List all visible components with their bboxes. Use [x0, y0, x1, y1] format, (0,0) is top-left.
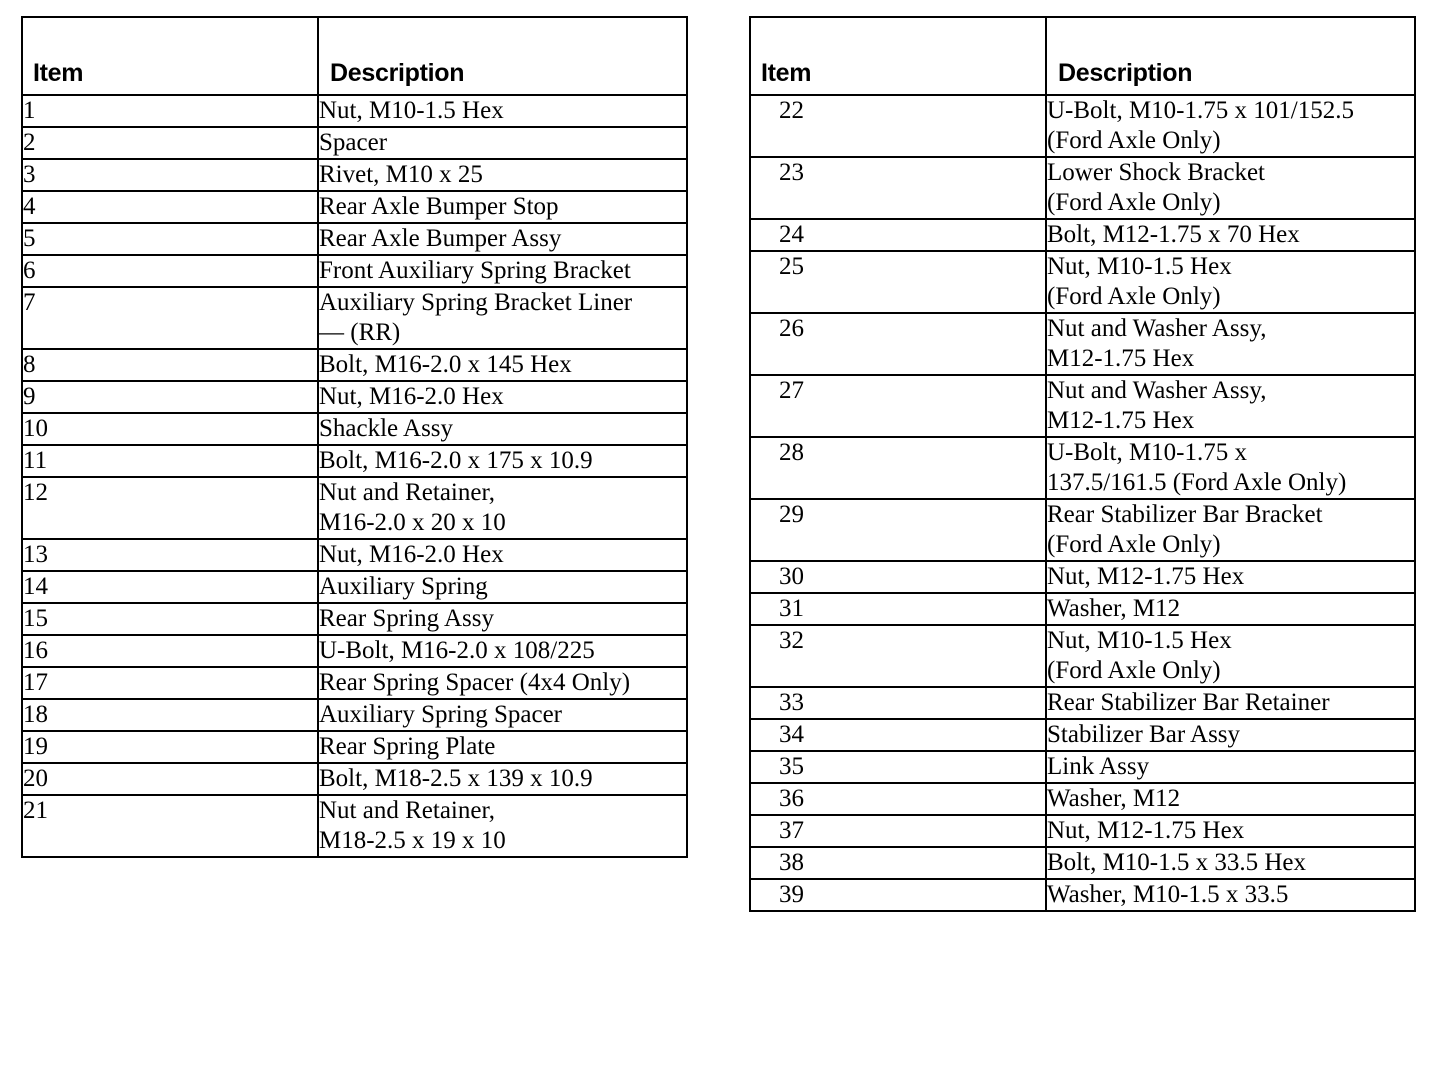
item-number-cell: 33 [750, 687, 1046, 719]
item-number-cell: 5 [22, 223, 318, 255]
table-row [22, 445, 687, 477]
item-number-cell: 7 [22, 287, 318, 349]
item-number-cell: 6 [22, 255, 318, 287]
description-cell: U-Bolt, M10-1.75 x 137.5/161.5 (Ford Axle Only) [1046, 437, 1415, 499]
table-header-row [750, 17, 1415, 95]
table-row [750, 313, 1415, 375]
table-row [22, 477, 687, 539]
description-cell: Rear Spring Assy [318, 603, 687, 635]
description-cell: Rear Axle Bumper Assy [318, 223, 687, 255]
description-cell: Link Assy [1046, 751, 1415, 783]
description-cell: Rear Spring Plate [318, 731, 687, 763]
description-cell: Bolt, M10-1.5 x 33.5 Hex [1046, 847, 1415, 879]
item-number-cell: 27 [750, 375, 1046, 437]
table-row [22, 381, 687, 413]
table-row [750, 625, 1415, 687]
description-cell: Bolt, M12-1.75 x 70 Hex [1046, 219, 1415, 251]
item-number-cell: 39 [750, 879, 1046, 911]
table-row [750, 751, 1415, 783]
item-number-cell: 24 [750, 219, 1046, 251]
description-cell: Nut and Retainer, M18-2.5 x 19 x 10 [318, 795, 687, 857]
description-cell: Nut, M10-1.5 Hex (Ford Axle Only) [1046, 251, 1415, 313]
item-number-cell: 30 [750, 561, 1046, 593]
item-column-header: Item [22, 17, 318, 95]
table-row [22, 539, 687, 571]
table-row [22, 127, 687, 159]
description-cell: Shackle Assy [318, 413, 687, 445]
description-cell: Auxiliary Spring [318, 571, 687, 603]
description-cell: Auxiliary Spring Bracket Liner — (RR) [318, 287, 687, 349]
table-row [750, 879, 1415, 911]
item-number-cell: 34 [750, 719, 1046, 751]
description-cell: U-Bolt, M16-2.0 x 108/225 [318, 635, 687, 667]
description-cell: Nut and Washer Assy, M12-1.75 Hex [1046, 313, 1415, 375]
item-number-cell: 12 [22, 477, 318, 539]
item-number-cell: 29 [750, 499, 1046, 561]
item-number-cell: 36 [750, 783, 1046, 815]
table-row [750, 251, 1415, 313]
table-row [22, 763, 687, 795]
item-number-cell: 37 [750, 815, 1046, 847]
table-row [22, 255, 687, 287]
item-number-cell: 3 [22, 159, 318, 191]
table-row [22, 603, 687, 635]
table-header-row [22, 17, 687, 95]
parts-table-left-body [22, 95, 687, 857]
description-cell: Washer, M10-1.5 x 33.5 [1046, 879, 1415, 911]
item-number-cell: 26 [750, 313, 1046, 375]
table-row [750, 719, 1415, 751]
table-row [22, 635, 687, 667]
description-cell: Bolt, M16-2.0 x 145 Hex [318, 349, 687, 381]
item-number-cell: 4 [22, 191, 318, 223]
table-row [22, 223, 687, 255]
description-cell: Front Auxiliary Spring Bracket [318, 255, 687, 287]
table-row [750, 499, 1415, 561]
table-row [750, 95, 1415, 157]
table-row [750, 157, 1415, 219]
description-cell: Rear Axle Bumper Stop [318, 191, 687, 223]
table-row [22, 413, 687, 445]
description-cell: Rear Stabilizer Bar Bracket (Ford Axle Only) [1046, 499, 1415, 561]
item-number-cell: 19 [22, 731, 318, 763]
description-cell: Rear Spring Spacer (4x4 Only) [318, 667, 687, 699]
table-row [22, 731, 687, 763]
description-cell: Nut, M12-1.75 Hex [1046, 561, 1415, 593]
item-number-cell: 28 [750, 437, 1046, 499]
table-row [22, 667, 687, 699]
description-cell: Nut and Retainer, M16-2.0 x 20 x 10 [318, 477, 687, 539]
item-number-cell: 22 [750, 95, 1046, 157]
table-row [22, 159, 687, 191]
table-row [750, 437, 1415, 499]
item-number-cell: 18 [22, 699, 318, 731]
description-cell: Nut, M16-2.0 Hex [318, 539, 687, 571]
table-row [750, 593, 1415, 625]
item-number-cell: 21 [22, 795, 318, 857]
item-number-cell: 10 [22, 413, 318, 445]
description-cell: Auxiliary Spring Spacer [318, 699, 687, 731]
item-number-cell: 15 [22, 603, 318, 635]
description-cell: Rivet, M10 x 25 [318, 159, 687, 191]
table-row [750, 561, 1415, 593]
description-column-header: Description [1046, 17, 1415, 95]
description-cell: Nut, M10-1.5 Hex [318, 95, 687, 127]
table-row [750, 783, 1415, 815]
table-row [22, 349, 687, 381]
description-cell: Stabilizer Bar Assy [1046, 719, 1415, 751]
item-number-cell: 38 [750, 847, 1046, 879]
table-row [750, 375, 1415, 437]
description-column-header: Description [318, 17, 687, 95]
item-number-cell: 20 [22, 763, 318, 795]
description-cell: Bolt, M18-2.5 x 139 x 10.9 [318, 763, 687, 795]
parts-table-right [749, 16, 1416, 912]
item-column-header: Item [750, 17, 1046, 95]
item-number-cell: 25 [750, 251, 1046, 313]
item-number-cell: 17 [22, 667, 318, 699]
description-cell: Bolt, M16-2.0 x 175 x 10.9 [318, 445, 687, 477]
item-number-cell: 35 [750, 751, 1046, 783]
item-number-cell: 9 [22, 381, 318, 413]
description-cell: Nut, M12-1.75 Hex [1046, 815, 1415, 847]
table-row [22, 795, 687, 857]
item-number-cell: 13 [22, 539, 318, 571]
item-number-cell: 8 [22, 349, 318, 381]
description-cell: U-Bolt, M10-1.75 x 101/152.5 (Ford Axle Only) [1046, 95, 1415, 157]
table-row [750, 687, 1415, 719]
item-number-cell: 2 [22, 127, 318, 159]
description-cell: Rear Stabilizer Bar Retainer [1046, 687, 1415, 719]
table-row [750, 847, 1415, 879]
parts-table-left [21, 16, 688, 858]
description-cell: Lower Shock Bracket (Ford Axle Only) [1046, 157, 1415, 219]
item-number-cell: 32 [750, 625, 1046, 687]
description-cell: Washer, M12 [1046, 593, 1415, 625]
description-cell: Spacer [318, 127, 687, 159]
description-cell: Nut, M10-1.5 Hex (Ford Axle Only) [1046, 625, 1415, 687]
item-number-cell: 1 [22, 95, 318, 127]
table-row [22, 571, 687, 603]
table-row [22, 95, 687, 127]
table-row [22, 287, 687, 349]
item-number-cell: 11 [22, 445, 318, 477]
description-cell: Washer, M12 [1046, 783, 1415, 815]
item-number-cell: 23 [750, 157, 1046, 219]
item-number-cell: 31 [750, 593, 1046, 625]
table-row [750, 815, 1415, 847]
table-row [22, 699, 687, 731]
item-number-cell: 16 [22, 635, 318, 667]
description-cell: Nut and Washer Assy, M12-1.75 Hex [1046, 375, 1415, 437]
table-row [750, 219, 1415, 251]
item-number-cell: 14 [22, 571, 318, 603]
table-row [22, 191, 687, 223]
description-cell: Nut, M16-2.0 Hex [318, 381, 687, 413]
parts-table-right-body [750, 95, 1415, 911]
